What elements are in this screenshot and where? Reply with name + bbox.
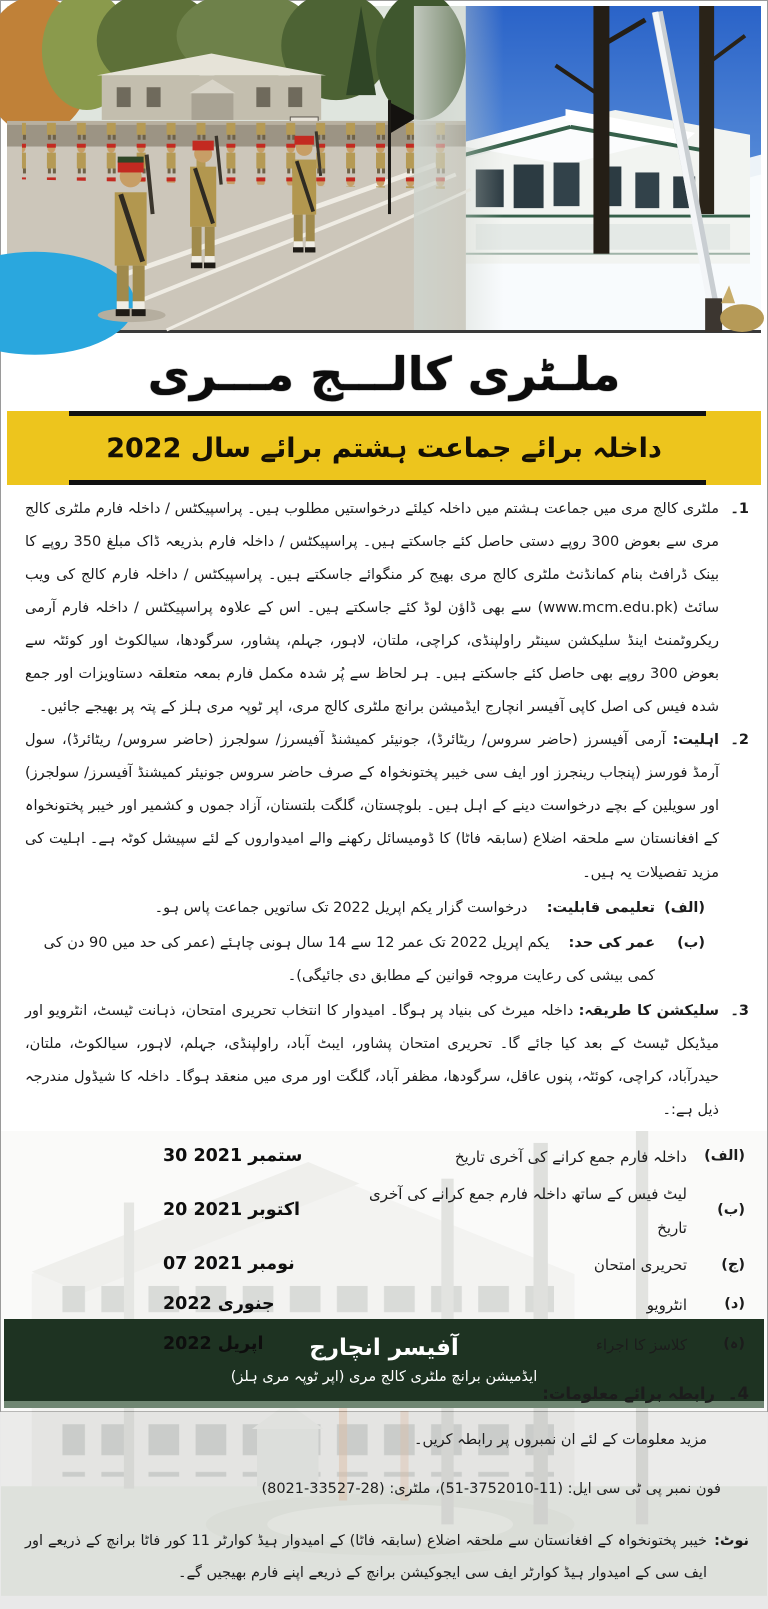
schedule-and-contact-zone [11,1137,757,1590]
hero-collage [7,6,761,333]
item-3-number: 3۔ [730,1002,749,1019]
row-5-label: کلاسز کا اجراء [595,1335,687,1354]
row-4-date: جنوری 2022 [163,1294,275,1315]
item-1-number: 1۔ [730,501,749,517]
row-3-label: تحریری امتحان [593,1256,687,1274]
sub-a-body: درخواست گزار یکم اپریل 2022 تک ساتویں جماعت پاس ہو۔ [154,899,528,916]
phone-line [11,1457,757,1506]
note-marker: نوٹ: [714,1532,749,1549]
item-2-lead: اہلیت: [672,732,720,749]
row-3-date: 07 نومبر 2021 [163,1254,295,1275]
row-2-label: لیٹ فیس کے ساتھ داخلہ فارم جمع کرانے کی آخری تاریخ [368,1184,687,1237]
banner-text: داخلہ برائے جماعت ہشتم برائے سال 2022 [106,432,662,464]
list-item-1 [11,493,757,724]
body-text [11,493,757,1582]
item-2-body: آرمی آفیسرز (حاضر سروس/ ریٹائرڈ)، جونیئر کمیشنڈ آفیسرز/ سولجرز (حاضر سروس/ ریٹائرڈ)، سول آرمڈ فورسز (پنجاب رینجرز اور ایف سی خیبر پختونخواہ کے صرف حاضر سروس جونیئر کمیشنڈ آفیسرز/ سولجرز) اور سویلین کے بچے درخواست دینے کے اہل ہیں۔ بلوچستان، گلگت بلتستان، آزاد جموں و کشمیر اور خیبر پختونخواہ کے افغانستان سے ملحقہ اضلاع (سابقہ فاٹا) کا ڈومیسائل رکھنے والے امیدواروں کے لئے سپیشل کوٹہ ہے۔ اہلیت کی مزید تفصیلات یہ ہیں۔ [25,732,719,881]
sub-item-b [11,927,757,993]
sub-a-text [155,892,655,925]
admission-banner [7,411,761,485]
row-1-date: 30 ستمبر 2021 [163,1145,303,1166]
row-4-label: انٹرویو [646,1295,687,1314]
cadets-parade-photo [0,0,471,355]
item-2-text [25,724,719,889]
military-number: (8021-33527-28) [261,1481,385,1498]
item-4-lead: رابطہ برائے معلومات: [542,1383,715,1403]
row-4-marker: (د) [724,1296,745,1313]
row-3-marker: (ج) [721,1256,745,1273]
item-3-body: داخلہ میرٹ کی بنیاد پر ہوگا۔ امیدوار کا انتخاب تحریری امتحان، ذہانت ٹیسٹ، انٹرویو اور میڈیکل ٹیسٹ کے بعد کیا جائے گا۔ تحریری امتحان پشاور، ایبٹ آباد، راولپنڈی، جہلم، لاہور، سیالکوٹ، ملتان، حیدرآباد، کراچی، کوئٹہ، پنوں عاقل، سرگودھا، مظفر آباد، گلگت اور مری میں منعقد ہوگا۔ داخلہ کا شیڈول مندرجہ ذیل ہے:۔ [25,1002,719,1118]
footer-officer-incharge: آفیسر انچارج [309,1335,459,1361]
item-3-lead: سلیکشن کا طریقہ: [578,1002,720,1019]
title-band [7,339,761,409]
row-5-marker: (ہ) [723,1336,745,1353]
row-1-marker: (الف) [704,1148,745,1165]
row-2-marker: (ب) [717,1202,745,1219]
row-1-label: داخلہ فارم جمع کرانے کی آخری تاریخ [454,1147,687,1166]
list-item-3 [11,995,757,1127]
contact-heading [11,1365,757,1413]
item-4-number: 4۔ [727,1383,749,1403]
schedule-table [11,1137,757,1365]
contact-section [11,1365,757,1590]
sub-a-lead: تعلیمی قابلیت: [546,899,655,916]
footer-admission-branch: ایڈمیشن برانچ ملٹری کالج مری (اپر ٹوپہ مری ہلز) [230,1369,538,1385]
military-label: ملٹری: [389,1481,431,1498]
phone-separator: ، [430,1481,440,1498]
row-5-date: اپریل 2022 [163,1333,264,1354]
item-3-text [25,995,719,1127]
sub-b-marker: (ب) [677,934,705,951]
contact-line: مزید معلومات کے لئے ان نمبروں پر رابطہ کریں۔ [414,1432,707,1449]
list-item-2 [11,724,757,889]
note-section [11,1507,757,1590]
hero-collage-art [7,6,761,330]
table-row [11,1325,757,1365]
table-row [11,1177,757,1245]
item-2-number: 2۔ [730,732,749,749]
table-row [11,1137,757,1177]
sub-a-marker: (الف) [664,899,705,916]
table-row [11,1245,757,1285]
ptcl-number: (51-3752010-11) [439,1481,564,1498]
table-row [11,1285,757,1325]
note-text: خیبر پختونخواہ کے افغانستان سے ملحقہ اضلاع (سابقہ فاٹا) کے امیدوار ہیڈ کوارٹر 11 کور فاٹا برانچ کے ذریعے اور ایف سی کے امیدوار ہیڈ کوارٹر ایف سی ایجوکیشن برانچ کے ذریعے اپنے فارم بھیجیں گے۔ [25,1532,708,1582]
banner-bottom-rule [69,480,706,485]
sub-b-lead: عمر کی حد: [568,934,655,951]
page-title: ملـٹری کالـــج مـــری [147,347,621,401]
ptcl-label: فون نمبر پی ٹی سی ایل: [567,1481,721,1498]
sub-b-text [25,927,655,993]
sub-b-body: یکم اپریل 2022 تک عمر 12 سے 14 سال ہونی چاہئے (عمر کی حد میں 90 دن کی کمی بیشی کی رعایت مروجہ قوانین کے مطابق دی جائیگی)۔ [43,934,655,984]
row-2-date: 20 اکتوبر 2021 [163,1200,301,1221]
item-1-text: ملٹری کالج مری میں جماعت ہشتم میں داخلہ کیلئے درخواستیں مطلوب ہیں۔ پراسپیکٹس / داخلہ فارم ملٹری کالج مری سے بعوض 300 روپے دستی حاصل کئے جاسکتے ہیں۔ پراسپیکٹس / داخلہ فارم بذریعہ ڈاک مبلغ 350 روپے کا بینک ڈرافٹ بنام کمانڈنٹ ملٹری کالج مری بھیج کر منگوائے جاسکتے ہیں۔ پراسپیکٹس / داخلہ فارم کالج کی ویب سائٹ (www.mcm.edu.pk) سے بھی ڈاؤن لوڈ کئے جاسکتے ہیں۔ اس کے علاوہ پراسپیکٹس / داخلہ فارم آرمی ریکروٹمنٹ اینڈ سلیکشن سینٹر راولپنڈی، کراچی، ملتان، لاہور، جہلم، پشاور، سرگودھا، سیالکوٹ اور کوئٹہ سے بعوض 300 روپے بھی حاصل کئے جاسکتے ہیں۔ ہر لحاظ سے پُر شدہ مکمل فارم بمعہ متعلقہ دستاویزات اور جمع شدہ فیس کی اصل کاپی آفیسر انچارج ایڈمیشن برانچ ملٹری کالج مری، اپر ٹوپہ مری ہلز کے پتہ پر بھیجے جائیں۔ [25,501,719,716]
sub-item-a [11,892,757,925]
